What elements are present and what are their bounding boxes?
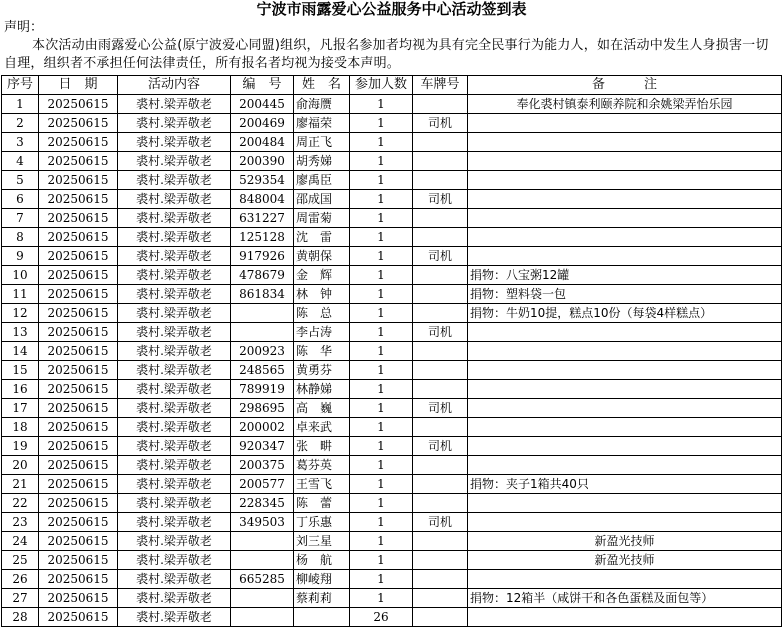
table-row bbox=[2, 494, 782, 513]
row-activity: 裘村.梁弄敬老 bbox=[118, 418, 231, 437]
row-note bbox=[468, 114, 782, 133]
row-count: 1 bbox=[350, 494, 413, 513]
table-row bbox=[2, 570, 782, 589]
row-number: 13 bbox=[2, 323, 39, 342]
row-note bbox=[468, 380, 782, 399]
row-car bbox=[413, 494, 468, 513]
row-code: 248565 bbox=[231, 361, 294, 380]
row-car bbox=[413, 608, 468, 627]
table-header-row bbox=[2, 76, 782, 95]
row-date: 20250615 bbox=[39, 266, 118, 285]
row-count: 1 bbox=[350, 152, 413, 171]
row-car bbox=[413, 475, 468, 494]
row-code: 200923 bbox=[231, 342, 294, 361]
row-car: 司机 bbox=[413, 437, 468, 456]
row-activity: 裘村.梁弄敬老 bbox=[118, 399, 231, 418]
row-date: 20250615 bbox=[39, 456, 118, 475]
row-count: 1 bbox=[350, 95, 413, 114]
table-row bbox=[2, 456, 782, 475]
table-row bbox=[2, 380, 782, 399]
row-code bbox=[231, 304, 294, 323]
row-date: 20250615 bbox=[39, 570, 118, 589]
table-row bbox=[2, 209, 782, 228]
row-name: 张 畊 bbox=[294, 437, 350, 456]
row-number: 20 bbox=[2, 456, 39, 475]
row-note bbox=[468, 608, 782, 627]
row-note: 奉化裘村镇泰利颐养院和余姚梁弄怡乐园 bbox=[468, 95, 782, 114]
row-date: 20250615 bbox=[39, 114, 118, 133]
row-number: 11 bbox=[2, 285, 39, 304]
row-code: 200390 bbox=[231, 152, 294, 171]
row-note: 捐物：牛奶10提，糕点10份（每袋4样糕点） bbox=[468, 304, 782, 323]
row-car: 司机 bbox=[413, 513, 468, 532]
row-code: 200445 bbox=[231, 95, 294, 114]
row-activity: 裘村.梁弄敬老 bbox=[118, 551, 231, 570]
row-note: 新盈光技师 bbox=[468, 532, 782, 551]
row-date: 20250615 bbox=[39, 285, 118, 304]
row-date: 20250615 bbox=[39, 304, 118, 323]
row-note bbox=[468, 418, 782, 437]
row-number: 15 bbox=[2, 361, 39, 380]
row-number: 18 bbox=[2, 418, 39, 437]
row-date: 20250615 bbox=[39, 418, 118, 437]
row-code: 298695 bbox=[231, 399, 294, 418]
row-car: 司机 bbox=[413, 190, 468, 209]
row-code: 200375 bbox=[231, 456, 294, 475]
header-car: 车牌号 bbox=[413, 76, 468, 95]
row-count: 1 bbox=[350, 589, 413, 608]
row-note bbox=[468, 570, 782, 589]
row-name: 金 辉 bbox=[294, 266, 350, 285]
row-name: 李占涛 bbox=[294, 323, 350, 342]
row-activity: 裘村.梁弄敬老 bbox=[118, 437, 231, 456]
row-code: 125128 bbox=[231, 228, 294, 247]
row-code: 848004 bbox=[231, 190, 294, 209]
row-date: 20250615 bbox=[39, 399, 118, 418]
row-name: 卓来武 bbox=[294, 418, 350, 437]
row-car: 司机 bbox=[413, 323, 468, 342]
row-count: 1 bbox=[350, 247, 413, 266]
row-code: 200469 bbox=[231, 114, 294, 133]
row-code: 349503 bbox=[231, 513, 294, 532]
row-count: 1 bbox=[350, 456, 413, 475]
row-date: 20250615 bbox=[39, 342, 118, 361]
row-activity: 裘村.梁弄敬老 bbox=[118, 380, 231, 399]
row-date: 20250615 bbox=[39, 380, 118, 399]
row-number: 21 bbox=[2, 475, 39, 494]
row-car: 司机 bbox=[413, 399, 468, 418]
table-row bbox=[2, 361, 782, 380]
row-activity: 裘村.梁弄敬老 bbox=[118, 361, 231, 380]
table-row bbox=[2, 152, 782, 171]
row-note bbox=[468, 513, 782, 532]
row-note bbox=[468, 228, 782, 247]
row-number: 4 bbox=[2, 152, 39, 171]
row-note bbox=[468, 437, 782, 456]
row-count: 1 bbox=[350, 285, 413, 304]
row-activity: 裘村.梁弄敬老 bbox=[118, 228, 231, 247]
header-no: 序号 bbox=[2, 76, 39, 95]
row-note bbox=[468, 494, 782, 513]
row-date: 20250615 bbox=[39, 209, 118, 228]
row-date: 20250615 bbox=[39, 323, 118, 342]
row-note bbox=[468, 133, 782, 152]
row-name: 柳崚翔 bbox=[294, 570, 350, 589]
row-activity: 裘村.梁弄敬老 bbox=[118, 190, 231, 209]
row-activity: 裘村.梁弄敬老 bbox=[118, 513, 231, 532]
row-activity: 裘村.梁弄敬老 bbox=[118, 247, 231, 266]
row-car: 司机 bbox=[413, 114, 468, 133]
row-name: 丁乐惠 bbox=[294, 513, 350, 532]
row-car: 司机 bbox=[413, 247, 468, 266]
row-date: 20250615 bbox=[39, 152, 118, 171]
row-car bbox=[413, 589, 468, 608]
row-date: 20250615 bbox=[39, 247, 118, 266]
row-note bbox=[468, 152, 782, 171]
row-number: 9 bbox=[2, 247, 39, 266]
row-date: 20250615 bbox=[39, 475, 118, 494]
row-car bbox=[413, 133, 468, 152]
row-car bbox=[413, 285, 468, 304]
row-number: 5 bbox=[2, 171, 39, 190]
row-note bbox=[468, 361, 782, 380]
table-row bbox=[2, 513, 782, 532]
header-code: 编 号 bbox=[231, 76, 294, 95]
row-car bbox=[413, 456, 468, 475]
row-note bbox=[468, 342, 782, 361]
row-name: 蔡莉莉 bbox=[294, 589, 350, 608]
row-name: 沈 雷 bbox=[294, 228, 350, 247]
row-count: 1 bbox=[350, 171, 413, 190]
row-code: 200002 bbox=[231, 418, 294, 437]
row-activity: 裘村.梁弄敬老 bbox=[118, 475, 231, 494]
row-activity: 裘村.梁弄敬老 bbox=[118, 171, 231, 190]
row-car bbox=[413, 361, 468, 380]
row-number: 23 bbox=[2, 513, 39, 532]
row-activity: 裘村.梁弄敬老 bbox=[118, 608, 231, 627]
row-name: 周雷菊 bbox=[294, 209, 350, 228]
row-note: 捐物：八宝粥12罐 bbox=[468, 266, 782, 285]
row-car bbox=[413, 532, 468, 551]
row-count: 1 bbox=[350, 361, 413, 380]
table-row bbox=[2, 551, 782, 570]
row-car bbox=[413, 228, 468, 247]
row-number: 19 bbox=[2, 437, 39, 456]
row-number: 12 bbox=[2, 304, 39, 323]
table-row bbox=[2, 285, 782, 304]
row-date: 20250615 bbox=[39, 589, 118, 608]
row-activity: 裘村.梁弄敬老 bbox=[118, 494, 231, 513]
row-date: 20250615 bbox=[39, 513, 118, 532]
sheet-title: 宁波市雨露爱心公益服务中心活动签到表 bbox=[256, 0, 527, 18]
row-code bbox=[231, 551, 294, 570]
row-activity: 裘村.梁弄敬老 bbox=[118, 209, 231, 228]
row-car bbox=[413, 570, 468, 589]
row-date: 20250615 bbox=[39, 361, 118, 380]
row-name bbox=[294, 608, 350, 627]
table-row bbox=[2, 589, 782, 608]
row-car bbox=[413, 266, 468, 285]
row-activity: 裘村.梁弄敬老 bbox=[118, 342, 231, 361]
row-count: 1 bbox=[350, 437, 413, 456]
row-date: 20250615 bbox=[39, 494, 118, 513]
row-count: 1 bbox=[350, 133, 413, 152]
row-name: 葛芬英 bbox=[294, 456, 350, 475]
row-date: 20250615 bbox=[39, 133, 118, 152]
row-number: 10 bbox=[2, 266, 39, 285]
row-date: 20250615 bbox=[39, 228, 118, 247]
row-number: 27 bbox=[2, 589, 39, 608]
row-number: 1 bbox=[2, 95, 39, 114]
row-note bbox=[468, 209, 782, 228]
row-name: 廖禹臣 bbox=[294, 171, 350, 190]
row-code bbox=[231, 589, 294, 608]
header-activity: 活动内容 bbox=[118, 76, 231, 95]
row-date: 20250615 bbox=[39, 190, 118, 209]
row-date: 20250615 bbox=[39, 532, 118, 551]
row-count: 1 bbox=[350, 418, 413, 437]
table-row bbox=[2, 323, 782, 342]
row-activity: 裘村.梁弄敬老 bbox=[118, 133, 231, 152]
row-code: 200577 bbox=[231, 475, 294, 494]
row-name: 王雪飞 bbox=[294, 475, 350, 494]
table-row bbox=[2, 95, 782, 114]
row-code: 665285 bbox=[231, 570, 294, 589]
row-name: 林静娣 bbox=[294, 380, 350, 399]
table-row bbox=[2, 114, 782, 133]
row-name: 陈 华 bbox=[294, 342, 350, 361]
row-car bbox=[413, 418, 468, 437]
row-count: 1 bbox=[350, 114, 413, 133]
row-code: 529354 bbox=[231, 171, 294, 190]
row-code: 861834 bbox=[231, 285, 294, 304]
row-count: 1 bbox=[350, 399, 413, 418]
row-activity: 裘村.梁弄敬老 bbox=[118, 285, 231, 304]
row-number: 17 bbox=[2, 399, 39, 418]
row-count: 1 bbox=[350, 342, 413, 361]
row-note bbox=[468, 323, 782, 342]
row-date: 20250615 bbox=[39, 608, 118, 627]
row-code: 478679 bbox=[231, 266, 294, 285]
row-name: 黄勇芬 bbox=[294, 361, 350, 380]
row-activity: 裘村.梁弄敬老 bbox=[118, 95, 231, 114]
row-name: 黄朝保 bbox=[294, 247, 350, 266]
row-count: 1 bbox=[350, 513, 413, 532]
row-note bbox=[468, 456, 782, 475]
declaration-label: 声明： bbox=[4, 20, 44, 35]
row-count: 1 bbox=[350, 532, 413, 551]
row-name: 胡秀娣 bbox=[294, 152, 350, 171]
row-activity: 裘村.梁弄敬老 bbox=[118, 114, 231, 133]
table-row bbox=[2, 228, 782, 247]
table-row bbox=[2, 247, 782, 266]
table-row bbox=[2, 399, 782, 418]
row-number: 16 bbox=[2, 380, 39, 399]
row-car bbox=[413, 95, 468, 114]
row-code: 920347 bbox=[231, 437, 294, 456]
row-name: 邵成国 bbox=[294, 190, 350, 209]
row-note: 捐物：夹子1箱共40只 bbox=[468, 475, 782, 494]
sign-in-table bbox=[1, 75, 782, 627]
row-car bbox=[413, 304, 468, 323]
row-code bbox=[231, 532, 294, 551]
row-number: 3 bbox=[2, 133, 39, 152]
row-car bbox=[413, 171, 468, 190]
row-name: 高 巍 bbox=[294, 399, 350, 418]
table-row bbox=[2, 171, 782, 190]
row-name: 俞海赝 bbox=[294, 95, 350, 114]
row-name: 陈 蕾 bbox=[294, 494, 350, 513]
table-row bbox=[2, 304, 782, 323]
row-note: 捐物：塑料袋一包 bbox=[468, 285, 782, 304]
row-date: 20250615 bbox=[39, 437, 118, 456]
row-date: 20250615 bbox=[39, 171, 118, 190]
row-activity: 裘村.梁弄敬老 bbox=[118, 589, 231, 608]
row-count: 1 bbox=[350, 209, 413, 228]
table-row bbox=[2, 133, 782, 152]
table-row bbox=[2, 190, 782, 209]
row-note bbox=[468, 247, 782, 266]
row-code: 631227 bbox=[231, 209, 294, 228]
row-activity: 裘村.梁弄敬老 bbox=[118, 152, 231, 171]
row-activity: 裘村.梁弄敬老 bbox=[118, 456, 231, 475]
row-code bbox=[231, 608, 294, 627]
table-row bbox=[2, 342, 782, 361]
row-number: 26 bbox=[2, 570, 39, 589]
row-number: 2 bbox=[2, 114, 39, 133]
row-count: 1 bbox=[350, 570, 413, 589]
row-code: 228345 bbox=[231, 494, 294, 513]
row-number: 25 bbox=[2, 551, 39, 570]
row-code: 200484 bbox=[231, 133, 294, 152]
table-row bbox=[2, 437, 782, 456]
row-name: 周正飞 bbox=[294, 133, 350, 152]
row-car bbox=[413, 551, 468, 570]
header-count: 参加人数 bbox=[350, 76, 413, 95]
row-date: 20250615 bbox=[39, 551, 118, 570]
row-number: 28 bbox=[2, 608, 39, 627]
row-name: 刘三星 bbox=[294, 532, 350, 551]
row-activity: 裘村.梁弄敬老 bbox=[118, 323, 231, 342]
row-activity: 裘村.梁弄敬老 bbox=[118, 266, 231, 285]
row-note: 新盈光技师 bbox=[468, 551, 782, 570]
row-note bbox=[468, 190, 782, 209]
table-row bbox=[2, 266, 782, 285]
row-note bbox=[468, 171, 782, 190]
row-number: 7 bbox=[2, 209, 39, 228]
declaration-text: 本次活动由雨露爱心公益(原宁波爱心同盟)组织，凡报名参加者均视为具有完全民事行为能力人，如在活动中发生人身损害一切自理，组织者不承担任何法律责任，所有报名者均视为接受本声明。 bbox=[4, 38, 769, 71]
row-count: 1 bbox=[350, 228, 413, 247]
row-count: 1 bbox=[350, 475, 413, 494]
row-name: 杨 航 bbox=[294, 551, 350, 570]
row-number: 6 bbox=[2, 190, 39, 209]
row-name: 林 钟 bbox=[294, 285, 350, 304]
row-count: 1 bbox=[350, 304, 413, 323]
table-row bbox=[2, 608, 782, 627]
table-row bbox=[2, 418, 782, 437]
row-code bbox=[231, 323, 294, 342]
row-car bbox=[413, 152, 468, 171]
row-count: 1 bbox=[350, 190, 413, 209]
header-date: 日 期 bbox=[39, 76, 118, 95]
row-number: 22 bbox=[2, 494, 39, 513]
row-count: 1 bbox=[350, 323, 413, 342]
row-car bbox=[413, 209, 468, 228]
row-count: 1 bbox=[350, 380, 413, 399]
row-count: 1 bbox=[350, 266, 413, 285]
row-date: 20250615 bbox=[39, 95, 118, 114]
row-name: 陈 总 bbox=[294, 304, 350, 323]
row-name: 廖福荣 bbox=[294, 114, 350, 133]
row-number: 14 bbox=[2, 342, 39, 361]
row-count: 1 bbox=[350, 551, 413, 570]
row-number: 24 bbox=[2, 532, 39, 551]
row-code: 917926 bbox=[231, 247, 294, 266]
header-name: 姓 名 bbox=[294, 76, 350, 95]
row-note: 捐物：12箱半（咸饼干和各色蛋糕及面包等） bbox=[468, 589, 782, 608]
row-note bbox=[468, 399, 782, 418]
row-number: 8 bbox=[2, 228, 39, 247]
row-car bbox=[413, 342, 468, 361]
row-code: 789919 bbox=[231, 380, 294, 399]
header-note: 备 注 bbox=[468, 76, 782, 95]
table-row bbox=[2, 475, 782, 494]
row-activity: 裘村.梁弄敬老 bbox=[118, 532, 231, 551]
row-count: 26 bbox=[350, 608, 413, 627]
row-car bbox=[413, 380, 468, 399]
table-row bbox=[2, 532, 782, 551]
row-activity: 裘村.梁弄敬老 bbox=[118, 570, 231, 589]
row-activity: 裘村.梁弄敬老 bbox=[118, 304, 231, 323]
